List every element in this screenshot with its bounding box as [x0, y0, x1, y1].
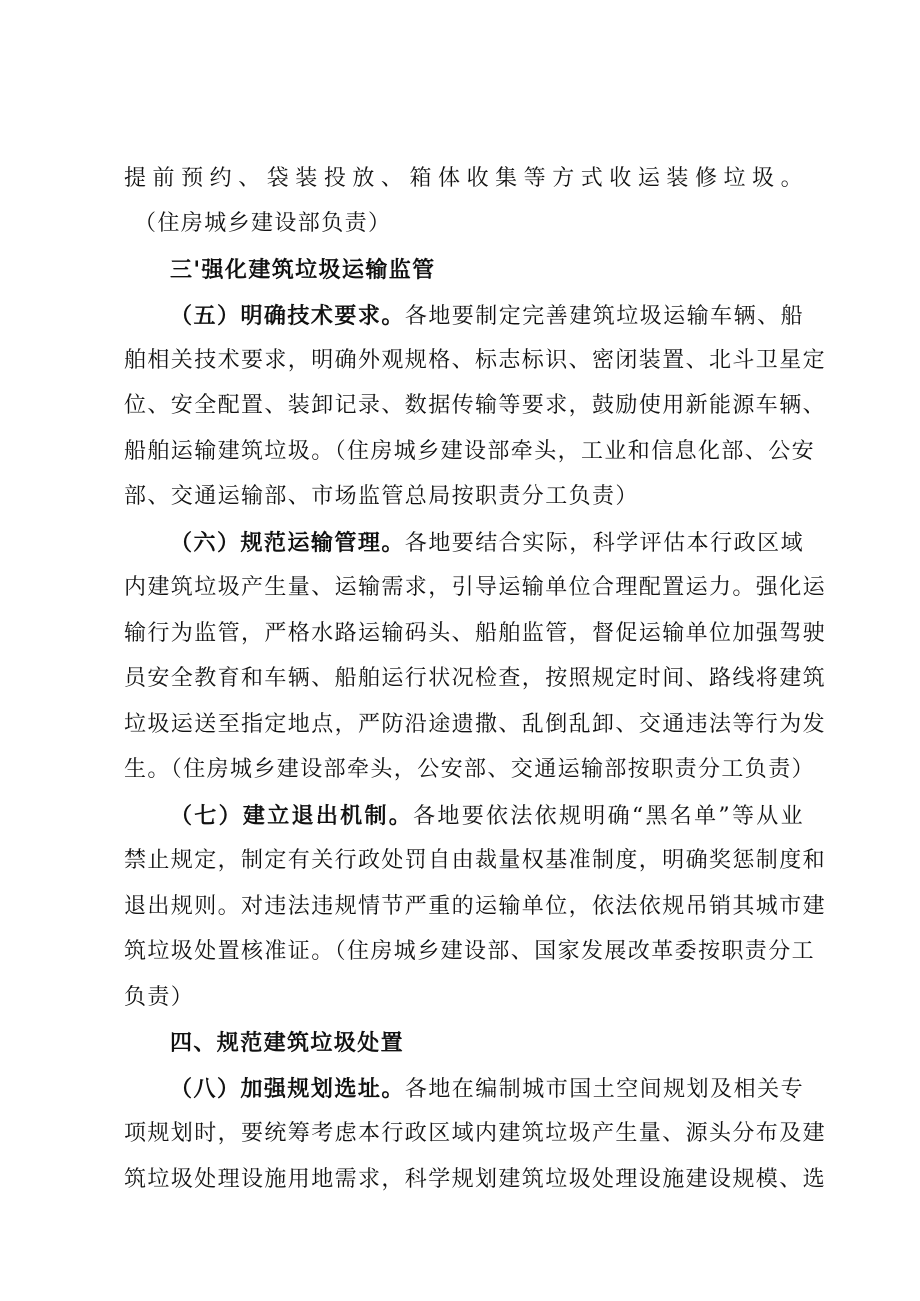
item-6-line-6: 生。（住房城乡建设部牵头，公安部、交通运输部按职责分工负责） — [124, 757, 816, 782]
item-8-line-2: 项规划时，要统筹考虑本行政区域内建筑垃圾产生量、源头分布及建 — [124, 1121, 827, 1146]
item-7-line-3: 退出规则。对违法违规情节严重的运输单位，依法依规吊销其城市建 — [124, 894, 827, 919]
item-6-line-3: 输行为监管，严格水路运输码头、船舶监管，督促运输单位加强驾驶 — [124, 621, 827, 646]
item-8-line-3: 筑垃圾处理设施用地需求，科学规划建筑垃圾处理设施建设规模、选 — [124, 1167, 827, 1192]
responsibility-note: （住房城乡建设部负责） — [134, 211, 392, 236]
item-7-line-2: 禁止规定，制定有关行政处罚自由裁量权基准制度，明确奖惩制度和 — [124, 848, 827, 873]
item-8-title: （八）加强规划选址。 — [170, 1076, 405, 1102]
item-5-line-4: 船舶运输建筑垃圾。（住房城乡建设部牵头，工业和信息化部、公安 — [124, 439, 816, 464]
item-7-title: （七）建立退出机制。 — [170, 803, 414, 829]
item-6-text: 各地要结合实际，科学评估本行政区域 — [404, 531, 804, 556]
item-5-first-line — [170, 301, 804, 332]
item-6-line-2: 内建筑垃圾产生量、运输需求，引导运输单位合理配置运力。强化运 — [124, 575, 827, 600]
item-7-line-4: 筑垃圾处置核准证。（住房城乡建设部、国家发展改革委按职责分工 — [124, 939, 816, 964]
item-5-line-2: 舶相关技术要求，明确外观规格、标志标识、密闭装置、北斗卫星定 — [124, 348, 827, 373]
item-6-title: （六）规范运输管理。 — [170, 530, 405, 556]
item-7-text: 各地要依法依规明确“黑名单”等从业 — [413, 804, 804, 829]
section-heading-3: 三'强化建筑垃圾运输监管 — [170, 257, 436, 283]
item-6-first-line — [170, 528, 804, 559]
item-8-text: 各地在编制城市国土空间规划及相关专 — [404, 1077, 804, 1102]
item-6-line-5: 垃圾运送至指定地点，严防沿途遗撒、乱倒乱卸、交通违法等行为发 — [124, 712, 827, 737]
item-7-first-line — [170, 801, 804, 832]
section-heading-4: 四、规范建筑垃圾处置 — [170, 1030, 405, 1056]
item-6-line-4: 员安全教育和车辆、船舶运行状况检查，按照规定时间、路线将建筑 — [124, 666, 827, 691]
item-8-first-line — [170, 1074, 804, 1105]
item-5-text: 各地要制定完善建筑垃圾运输车辆、船 — [404, 304, 804, 329]
item-7-line-5: 负责） — [124, 985, 195, 1010]
item-5-line-5: 部、交通运输部、市场监管总局按职责分工负责） — [124, 484, 639, 509]
item-5-title: （五）明确技术要求。 — [170, 303, 405, 329]
item-5-line-3: 位、安全配置、装卸记录、数据传输等要求，鼓励使用新能源车辆、 — [124, 393, 827, 418]
para-continuation-line-1: 提前预约、袋装投放、箱体收集等方式收运装修垃圾。 — [124, 166, 804, 191]
